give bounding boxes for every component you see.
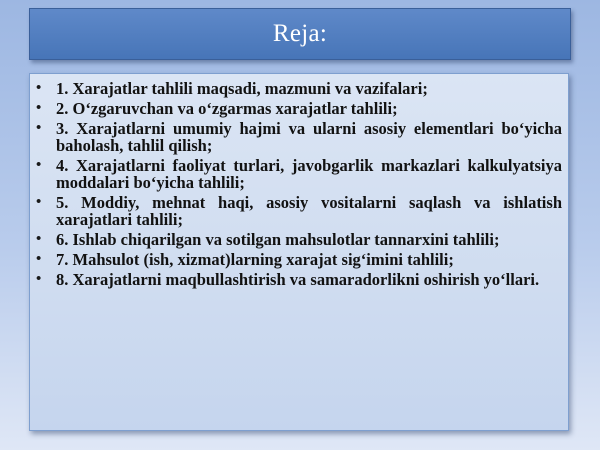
bullet-icon: • <box>36 194 42 210</box>
bullet-icon: • <box>36 120 42 136</box>
bullet-icon: • <box>36 271 42 287</box>
list-item-text: 8. Xarajatlarni maqbullashtirish va samaradorlikni oshirish yo‘llari. <box>56 270 540 289</box>
slide-title-bar <box>29 8 571 60</box>
list-item <box>34 120 562 154</box>
bullet-icon: • <box>36 80 42 96</box>
bullet-icon: • <box>36 251 42 267</box>
list-item <box>34 100 562 117</box>
slide-title: Reja: <box>272 20 328 47</box>
bullet-icon: • <box>36 100 42 116</box>
list-item-text: 1. Xarajatlar tahlili maqsadi, mazmuni va vazifalari; <box>56 79 428 98</box>
list-item-text: 6. Ishlab chiqarilgan va sotilgan mahsulotlar tannarxini tahlili; <box>56 230 500 249</box>
plan-list <box>34 80 562 288</box>
list-item-text: 5. Moddiy, mehnat haqi, asosiy vositalarni saqlash va ishlatish xarajatlari tahlili; <box>56 193 562 229</box>
list-item-text: 2. O‘zgaruvchan va o‘zgarmas xarajatlar tahlili; <box>56 99 398 118</box>
list-item-text: 7. Mahsulot (ish, xizmat)larning xarajat sig‘imini tahlili; <box>56 250 454 269</box>
bullet-icon: • <box>36 157 42 173</box>
list-item <box>34 251 562 268</box>
list-item-text: 3. Xarajatlarni umumiy hajmi va ularni asosiy elementlari bo‘yicha baholash, tahlil qilish; <box>56 119 562 155</box>
bullet-icon: • <box>36 231 42 247</box>
list-item-text: 4. Xarajatlarni faoliyat turlari, javobgarlik markazlari kalkulyatsiya moddalari bo‘yicha tahlili; <box>56 156 562 192</box>
list-item <box>34 271 562 288</box>
list-item <box>34 157 562 191</box>
slide-content-box <box>29 73 569 431</box>
list-item <box>34 231 562 248</box>
list-item <box>34 80 562 97</box>
list-item <box>34 194 562 228</box>
